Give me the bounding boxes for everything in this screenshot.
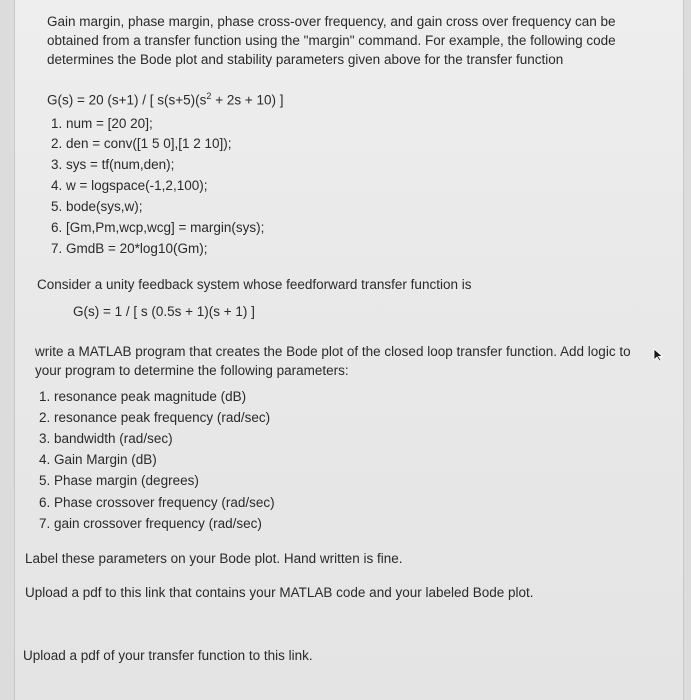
question-page: [14, 0, 684, 700]
parameter-item: 7. gain crossover frequency (rad/sec): [39, 516, 262, 531]
code-line: 3. sys = tf(num,den);: [51, 157, 175, 172]
upload-code-instruction: Upload a pdf to this link that contains your MATLAB code and your labeled Bode plot.: [25, 585, 534, 600]
parameter-item: 6. Phase crossover frequency (rad/sec): [39, 495, 275, 510]
code-line: 5. bode(sys,w);: [51, 199, 143, 214]
consider-statement: Consider a unity feedback system whose feedforward transfer function is: [37, 277, 472, 292]
label-note: Label these parameters on your Bode plot. Hand written is fine.: [25, 551, 403, 566]
example-tf-prefix: G(s) = 20 (s+1) / [ s(s+5)(s: [47, 92, 207, 108]
intro-paragraph: Gain margin, phase margin, phase cross-over frequency, and gain cross over frequency can be obtained from a transfer function using the "margin" command. For example, the following code determines the Bode plot and stability parameters given above for the transfer function: [47, 14, 616, 67]
code-line: 1. num = [20 20];: [51, 116, 153, 131]
parameter-item: 3. bandwidth (rad/sec): [39, 431, 173, 446]
parameter-item: 5. Phase margin (degrees): [39, 473, 199, 488]
example-transfer-function: [47, 87, 283, 110]
feedforward-transfer-function: G(s) = 1 / [ s (0.5s + 1)(s + 1) ]: [73, 304, 255, 319]
code-line: 6. [Gm,Pm,wcp,wcg] = margin(sys);: [51, 220, 265, 235]
mouse-pointer-icon: [653, 348, 665, 362]
upload-tf-instruction: Upload a pdf of your transfer function to this link.: [23, 648, 313, 663]
code-line: 7. GmdB = 20*log10(Gm);: [51, 241, 208, 256]
example-tf-suffix: + 2s + 10) ]: [211, 92, 284, 108]
write-prompt: write a MATLAB program that creates the Bode plot of the closed loop transfer function. Add logic to your program to determine the following parameters:: [35, 344, 631, 378]
example-tf-exponent: 2: [206, 91, 212, 101]
parameter-item: 2. resonance peak frequency (rad/sec): [39, 410, 271, 425]
parameter-item: 4. Gain Margin (dB): [39, 452, 157, 467]
code-line: 4. w = logspace(-1,2,100);: [51, 178, 208, 193]
parameter-item: 1. resonance peak magnitude (dB): [39, 389, 247, 404]
code-line: 2. den = conv([1 5 0],[1 2 10]);: [51, 136, 232, 151]
